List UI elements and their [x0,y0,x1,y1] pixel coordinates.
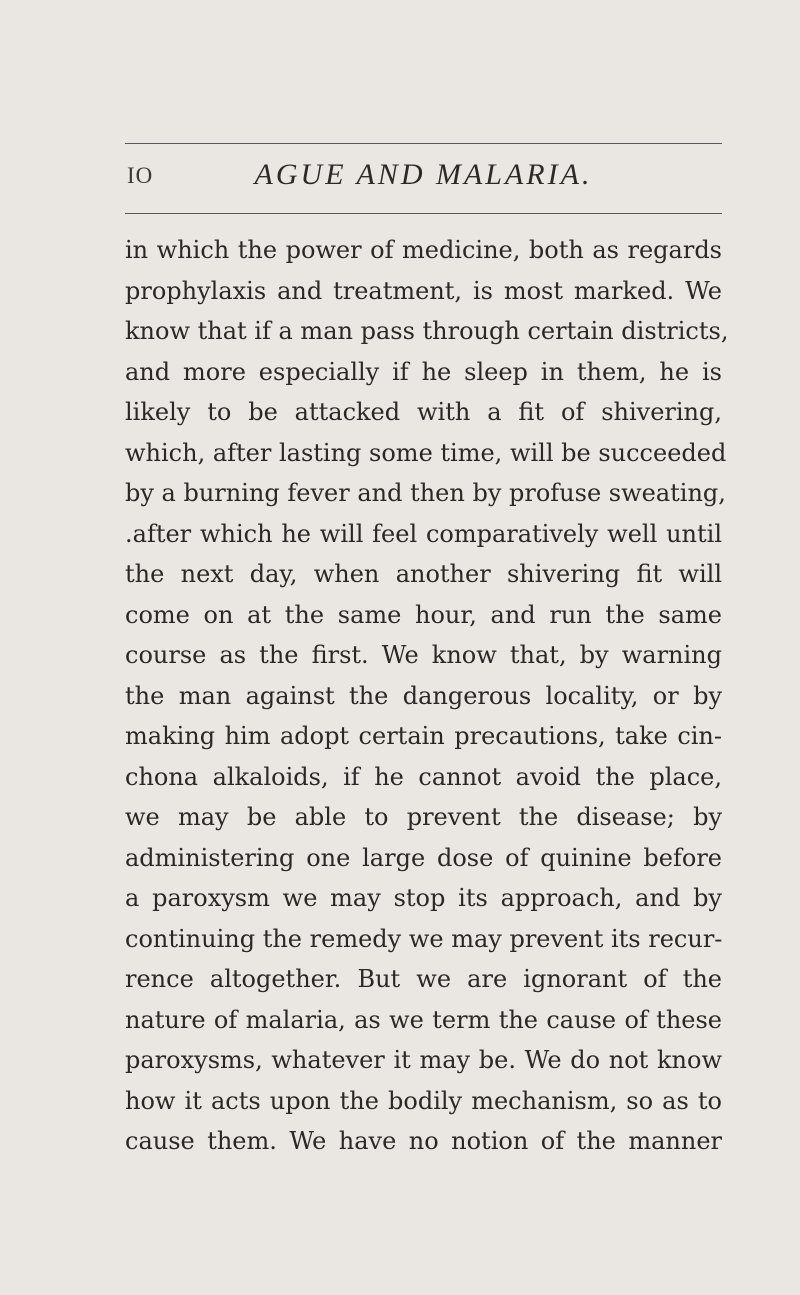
text-line: rence altogether. But we are ignorant of the [125,965,722,993]
text-line: paroxysms, whatever it may be. We do not know [125,1046,722,1074]
text-line: which, after lasting some time, will be succeeded [125,438,727,467]
text-line: a paroxysm we may stop its approach, and by [125,884,722,912]
text-line: the man against the dangerous locality, or by [125,681,722,710]
text-line: in which the power of medicine, both as regards [125,236,722,264]
text-line: administering one large dose of quinine before [125,843,722,872]
page-number: IO [127,163,154,188]
text-line: making him adopt certain precautions, take cin- [125,722,722,750]
text-line: .after which he will feel comparatively well until [125,519,722,548]
text-line: chona alkaloids, if he cannot avoid the place, [125,762,722,791]
text-line: how it acts upon the bodily mechanism, so as to [125,1086,722,1115]
text-line: the next day, when another shivering fit will [125,560,722,588]
text-line: nature of malaria, as we term the cause of these [125,1005,722,1034]
text-line: continuing the remedy we may prevent its recur- [125,924,723,953]
text-line: and more especially if he sleep in them, he is [125,357,722,386]
text-line: course as the first. We know that, by warning [125,641,722,669]
header-top-rule [125,143,722,144]
body-paragraph [125,230,729,1162]
text-line: we may be able to prevent the disease; by [125,803,722,831]
text-line: come on at the same hour, and run the same [125,600,722,629]
text-line: prophylaxis and treatment, is most marked. We [125,276,722,305]
text-line: know that if a man pass through certain districts, [125,317,729,345]
text-line: cause them. We have no notion of the manner [125,1127,722,1155]
header-bottom-rule [125,213,722,214]
page-header [125,158,722,198]
running-title: AGUE AND MALARIA. [254,158,593,191]
text-line: by a burning fever and then by profuse sweating, [125,479,726,507]
text-line: likely to be attacked with a fit of shivering, [125,398,722,426]
